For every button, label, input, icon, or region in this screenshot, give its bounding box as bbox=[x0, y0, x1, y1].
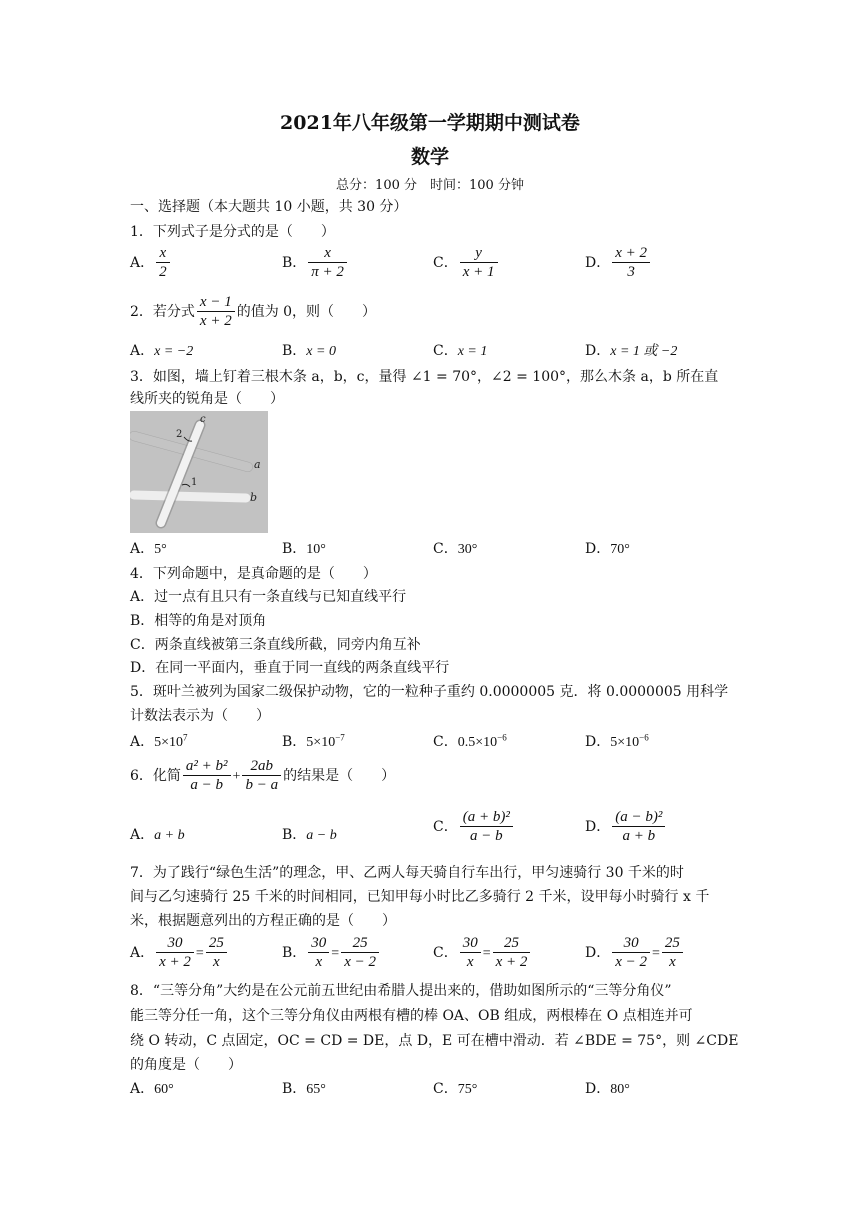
q1-option-d: D． $\frac{x + 2}{3}$ bbox=[585, 244, 652, 282]
q7-option-c: C． $\frac{30}{x}$ = $\frac{25}{x + 2}$ bbox=[433, 934, 532, 972]
q5-stem-line2: 计数法表示为（ ） bbox=[130, 708, 270, 724]
q8-stem-line2: 能三等分任一角，这个三等分角仪由两根有槽的棒 OA、OB 组成，两根棒在 O 点相连并可 bbox=[130, 1008, 693, 1024]
fraction: $\frac{2ab}{b - a}$ bbox=[242, 757, 281, 795]
q7-stem-line3: 米，根据题意列出的方程正确的是（ ） bbox=[130, 913, 396, 929]
q6-stem: 6．化简 $\frac{\text{a² + b²}}{a - b}$ + $\frac{2ab}{b - a}$ 的结果是（ ） bbox=[130, 758, 396, 793]
q4-option-b: B．相等的角是对顶角 bbox=[130, 613, 267, 629]
q8-option-c: C．75° bbox=[433, 1081, 478, 1097]
q5-option-c: C．$0.5\times 10^{-6}$ bbox=[433, 732, 507, 750]
q3-stem-line2: 线所夹的锐角是（ ） bbox=[130, 391, 284, 407]
q6-option-b: B．a − b bbox=[282, 827, 337, 843]
q5-option-d: D．$5\times 10^{-6}$ bbox=[585, 732, 649, 750]
q7-option-a: A． $\frac{30}{x + 2}$ = $\frac{25}{x}$ bbox=[130, 934, 229, 972]
q1-stem: 1．下列式子是分式的是（ ） bbox=[130, 224, 335, 240]
q4-option-c: C．两条直线被第三条直线所截，同旁内角互补 bbox=[130, 637, 421, 653]
q2-option-d: D．x = 1 或 −2 bbox=[585, 343, 678, 359]
exam-meta: 总分：100 分 时间：100 分钟 bbox=[336, 178, 524, 193]
q8-stem-line4: 的角度是（ ） bbox=[130, 1057, 242, 1073]
q7-option-d: D． $\frac{30}{x - 2}$ = $\frac{25}{x}$ bbox=[585, 934, 685, 972]
section-heading: 一、选择题（本大题共 10 小题，共 30 分） bbox=[130, 199, 408, 215]
q3-option-c: C．30° bbox=[433, 541, 478, 557]
label-1: 1 bbox=[191, 477, 198, 488]
q7-stem-line2: 间与乙匀速骑行 25 千米的时间相同，已知甲每小时比乙多骑行 2 千米，设甲每小时骑行 x 千 bbox=[130, 889, 710, 905]
q8-option-b: B．65° bbox=[282, 1081, 326, 1097]
q1-option-b: B． $\frac{x}{\pi + 2}$ bbox=[282, 244, 349, 282]
fraction: $\frac{x}{2}$ bbox=[156, 244, 170, 282]
q2-option-c: C．x = 1 bbox=[433, 343, 488, 359]
q2-stem: 2．若分式 $\frac{x - 1}{x + 2}$ 的值为 0，则（ ） bbox=[130, 294, 377, 329]
subject-title: 数学 bbox=[410, 146, 449, 168]
q7-stem-line1: 7．为了践行“绿色生活”的理念，甲、乙两人每天骑自行车出行，甲匀速骑行 30 千米的时 bbox=[130, 865, 684, 881]
q3-option-a: A．5° bbox=[130, 541, 167, 557]
q6-option-d: D． $\frac{\text{(a − b)²}}{a + b}$ bbox=[585, 808, 667, 846]
fraction: $\frac{x + 2}{3}$ bbox=[612, 244, 650, 282]
exam-title: 2021年八年级第一学期期中测试卷 bbox=[280, 112, 580, 134]
q6-option-a: A．a + b bbox=[130, 827, 185, 843]
q8-stem-line1: 8．“三等分角”大约是在公元前五世纪由希腊人提出来的，借助如图所示的“三等分角仪” bbox=[130, 983, 672, 999]
fraction: $\frac{y}{x + 1}$ bbox=[460, 244, 498, 282]
q7-option-b: B． $\frac{30}{x}$ = $\frac{25}{x - 2}$ bbox=[282, 934, 381, 972]
q6-option-c: C． $\frac{\text{(a + b)²}}{a - b}$ bbox=[433, 808, 515, 846]
q1-option-c: C． $\frac{y}{x + 1}$ bbox=[433, 244, 500, 282]
q5-stem-line1: 5．斑叶兰被列为国家二级保护动物，它的一粒种子重约 0.0000005 克．将 0.0000005 用科学 bbox=[130, 684, 729, 700]
q8-stem-line3: 绕 O 转动，C 点固定，OC = CD = DE，点 D，E 可在槽中滑动．若 ∠BDE = 75°，则 ∠CDE bbox=[130, 1033, 739, 1049]
q8-option-a: A．60° bbox=[130, 1081, 174, 1097]
q3-option-d: D．70° bbox=[585, 541, 630, 557]
fraction: $\frac{x}{\pi + 2}$ bbox=[308, 244, 347, 282]
label-2: 2 bbox=[176, 429, 183, 440]
q3-stem-line1: 3．如图，墙上钉着三根木条 a，b，c，量得 ∠1 = 70°，∠2 = 100°，那么木条 a，b 所在直 bbox=[130, 369, 719, 385]
q3-option-b: B．10° bbox=[282, 541, 326, 557]
label-a: a bbox=[254, 458, 261, 471]
fraction: $\frac{\text{a² + b²}}{a - b}$ bbox=[183, 757, 231, 795]
q4-option-a: A．过一点有且只有一条直线与已知直线平行 bbox=[130, 589, 407, 605]
fraction: $\frac{\text{(a + b)²}}{a - b}$ bbox=[460, 808, 513, 846]
stick-b bbox=[134, 495, 246, 498]
q5-option-b: B．$5\times 10^{-7}$ bbox=[282, 732, 345, 750]
q8-option-d: D．80° bbox=[585, 1081, 630, 1097]
label-c: c bbox=[200, 414, 206, 425]
q4-stem: 4．下列命题中，是真命题的是（ ） bbox=[130, 566, 377, 582]
q4-option-d: D．在同一平面内，垂直于同一直线的两条直线平行 bbox=[130, 660, 450, 676]
q1-option-a: A． $\frac{x}{2}$ bbox=[130, 244, 172, 282]
q2-option-a: A．x = −2 bbox=[130, 343, 194, 359]
q5-option-a: A．$5\times 10^7$ bbox=[130, 732, 188, 750]
q3-figure-photo bbox=[130, 411, 268, 533]
wooden-sticks-figure bbox=[130, 411, 268, 533]
fraction: $\frac{x - 1}{x + 2}$ bbox=[197, 293, 235, 331]
q2-option-b: B．x = 0 bbox=[282, 343, 336, 359]
label-b: b bbox=[250, 491, 258, 504]
fraction: $\frac{\text{(a − b)²}}{a + b}$ bbox=[612, 808, 665, 846]
